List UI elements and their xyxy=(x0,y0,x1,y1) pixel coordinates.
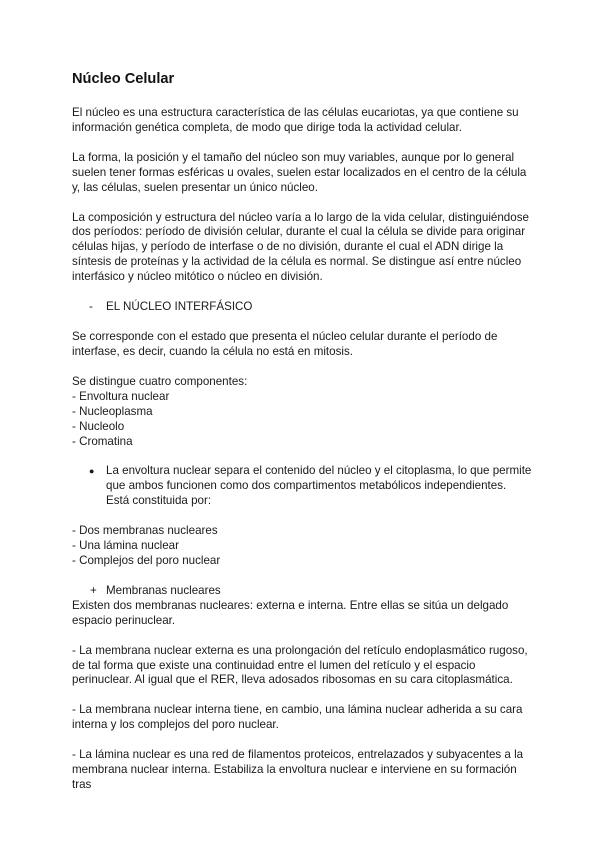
bullet-text: La envoltura nuclear separa el contenido del núcleo y el citoplasma, lo que permite que ambos funcionen como dos compartimentos metabólicos independientes. Está constituida por: xyxy=(106,464,532,508)
paragraph-lamina: - La lámina nuclear es una red de filamentos proteicos, entrelazados y subyacentes a la membrana nuclear interna. Estabiliza la envoltura nuclear e interviene en su formación tras xyxy=(72,748,524,791)
document-page xyxy=(72,70,532,808)
list-item: - Nucleolo xyxy=(72,419,125,433)
sub-heading-membranes xyxy=(72,584,532,599)
list-item: - Cromatina xyxy=(72,434,133,448)
components-list xyxy=(72,375,532,450)
bullet-dot-icon: ● xyxy=(89,466,95,477)
paragraph-composition: La composición y estructura del núcleo varía a lo largo de la vida celular, distinguiéndose dos períodos: período de división celular, durante el cual la célula se divide para originar células hijas, y período de interfase o de no división, durante el cual el ADN dirige la síntesis de proteínas y la actividad de la célula es normal. Se distingue así entre núcleo interfásico y núcleo mitótico o núcleo en división. xyxy=(72,210,529,284)
section-heading-text: EL NÚCLEO INTERFÁSICO xyxy=(106,300,253,314)
envelope-parts-list xyxy=(72,524,532,569)
paragraph-interphase: Se corresponde con el estado que presenta el núcleo celular durante el período de interfase, es decir, cuando la célula no está en mitosis. xyxy=(72,330,498,358)
page-title: Núcleo Celular xyxy=(72,71,175,87)
list-item: - Nucleoplasma xyxy=(72,404,153,418)
dash-marker: - xyxy=(89,300,93,314)
list-item: - Complejos del poro nuclear xyxy=(72,553,221,567)
section-heading-interphase xyxy=(72,300,532,315)
list-item: - Envoltura nuclear xyxy=(72,389,170,403)
list-item: - Una lámina nuclear xyxy=(72,539,179,553)
paragraph-outer-membrane: - La membrana nuclear externa es una prolongación del retículo endoplasmático rugoso, de tal forma que existe una continuidad entre el lumen del retículo y el espacio perinuclear. Al igual que el RER, lleva adosados ribosomas en su cara citoplasmática. xyxy=(72,643,528,687)
bullet-envelope xyxy=(72,464,532,509)
sub-heading-text: Membranas nucleares xyxy=(106,583,221,597)
paragraph-membranes: Existen dos membranas nucleares: externa e interna. Entre ellas se sitúa un delgado espacio perinuclear. xyxy=(72,598,509,627)
components-intro: Se distingue cuatro componentes: xyxy=(72,374,248,388)
paragraph-intro: El núcleo es una estructura característica de las células eucariotas, ya que contiene su información genética completa, de modo que dirige toda la actividad celular. xyxy=(72,106,519,134)
paragraph-inner-membrane: - La membrana nuclear interna tiene, en cambio, una lámina nuclear adherida a su cara interna y los complejos del poro nuclear. xyxy=(72,703,523,732)
plus-marker: + xyxy=(90,583,97,597)
list-item: - Dos membranas nucleares xyxy=(72,524,218,538)
paragraph-shape: La forma, la posición y el tamaño del núcleo son muy variables, aunque por lo general suelen tener formas esféricas u ovales, suelen estar localizados en el centro de la célula y, las células, suelen presentar un único núcleo. xyxy=(72,150,527,194)
